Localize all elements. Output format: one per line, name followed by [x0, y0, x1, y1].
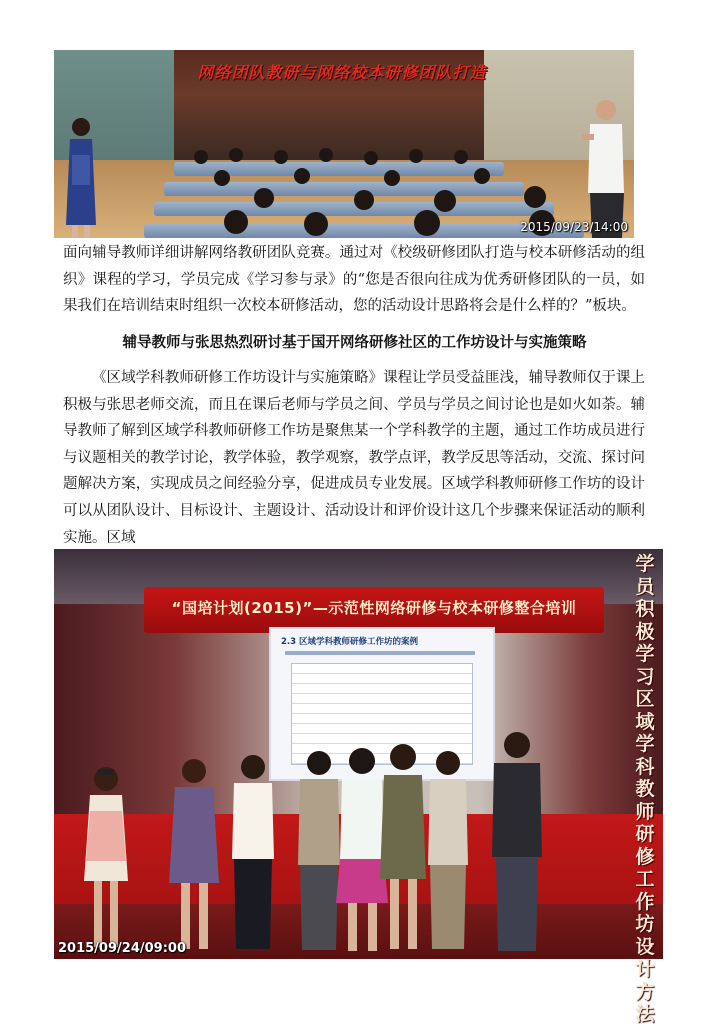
body-paragraph: 《区域学科教师研修工作坊设计与实施策略》课程让学员受益匪浅，辅导教师仅于课上积极与张思老师交流，而且在课后老师与学员之间、学员与学员之间讨论也是如火如荼。辅导教师了解到区域学科教师研修工作坊是聚焦某一个学科教学的主题，通过工作坊成员进行与议题相关的教学讨论，教学体验，教学观察，教学点评，教学反思等活动，交流、探讨问题解决方案，实现成员之间经验分享，促进成员专业发展。区域学科教师研修工作坊的设计可以从团队设计、目标设计、主题设计、活动设计和评价设计这几个步骤来保证活动的顺利实施。区域	[63, 370, 645, 546]
photo2-side-caption: 学员积极学习区域学科教师研修工作坊设计方法	[635, 553, 655, 1025]
photo1-timestamp: 2015/09/23/14:00	[520, 220, 628, 234]
audience-member	[194, 150, 208, 164]
participant	[484, 727, 550, 955]
photo2-banner-text: “国培计划(2015)”—示范性网络研修与校本研修整合培训	[171, 599, 577, 617]
photo1-banner-title: 网络团队教研与网络校本研修团队打造	[197, 63, 487, 82]
intro-paragraph: 面向辅导教师详细讲解网络教研团队竞赛。通过对《校级研修团队打造与校本研修活动的组织》课程的学习，学员完成《学习参与录》的“您是否很向往成为优秀研修团队的一员，如果我们在培训结束时组织一次校本研修活动，您的活动设计思路将会是什么样的？”板块。	[63, 245, 645, 314]
photo2-timestamp: 2015/09/24/09:00	[58, 941, 186, 956]
audience-member	[524, 186, 546, 208]
audience-member	[254, 188, 274, 208]
participant	[76, 761, 136, 951]
audience-member	[274, 150, 288, 164]
audience-member	[414, 210, 440, 236]
slide-divider	[285, 651, 475, 655]
audience-member	[434, 190, 456, 212]
audience-member	[354, 190, 374, 210]
audience-member	[384, 170, 400, 186]
audience-member	[454, 150, 468, 164]
audience-member	[304, 212, 328, 236]
photo-lecture-hall	[54, 50, 634, 238]
audience-member	[224, 210, 248, 234]
photo-workshop	[54, 549, 663, 1025]
audience-member	[364, 151, 378, 165]
participant	[159, 753, 229, 953]
audience-member	[474, 168, 490, 184]
participant	[420, 745, 476, 953]
screen-slide-title: 2.3 区域学科教师研修工作坊的案例	[281, 637, 419, 647]
audience-member	[409, 149, 423, 163]
seat-row	[144, 224, 584, 238]
section-heading: 辅导教师与张思热烈研讨基于国开网络研修社区的工作坊设计与实施策略	[122, 335, 587, 351]
participant	[222, 749, 284, 954]
presenter-man	[580, 98, 628, 238]
presenter-woman	[62, 115, 100, 238]
audience-member	[229, 148, 243, 162]
audience-member	[319, 148, 333, 162]
audience-member	[294, 168, 310, 184]
audience-member	[214, 170, 230, 186]
